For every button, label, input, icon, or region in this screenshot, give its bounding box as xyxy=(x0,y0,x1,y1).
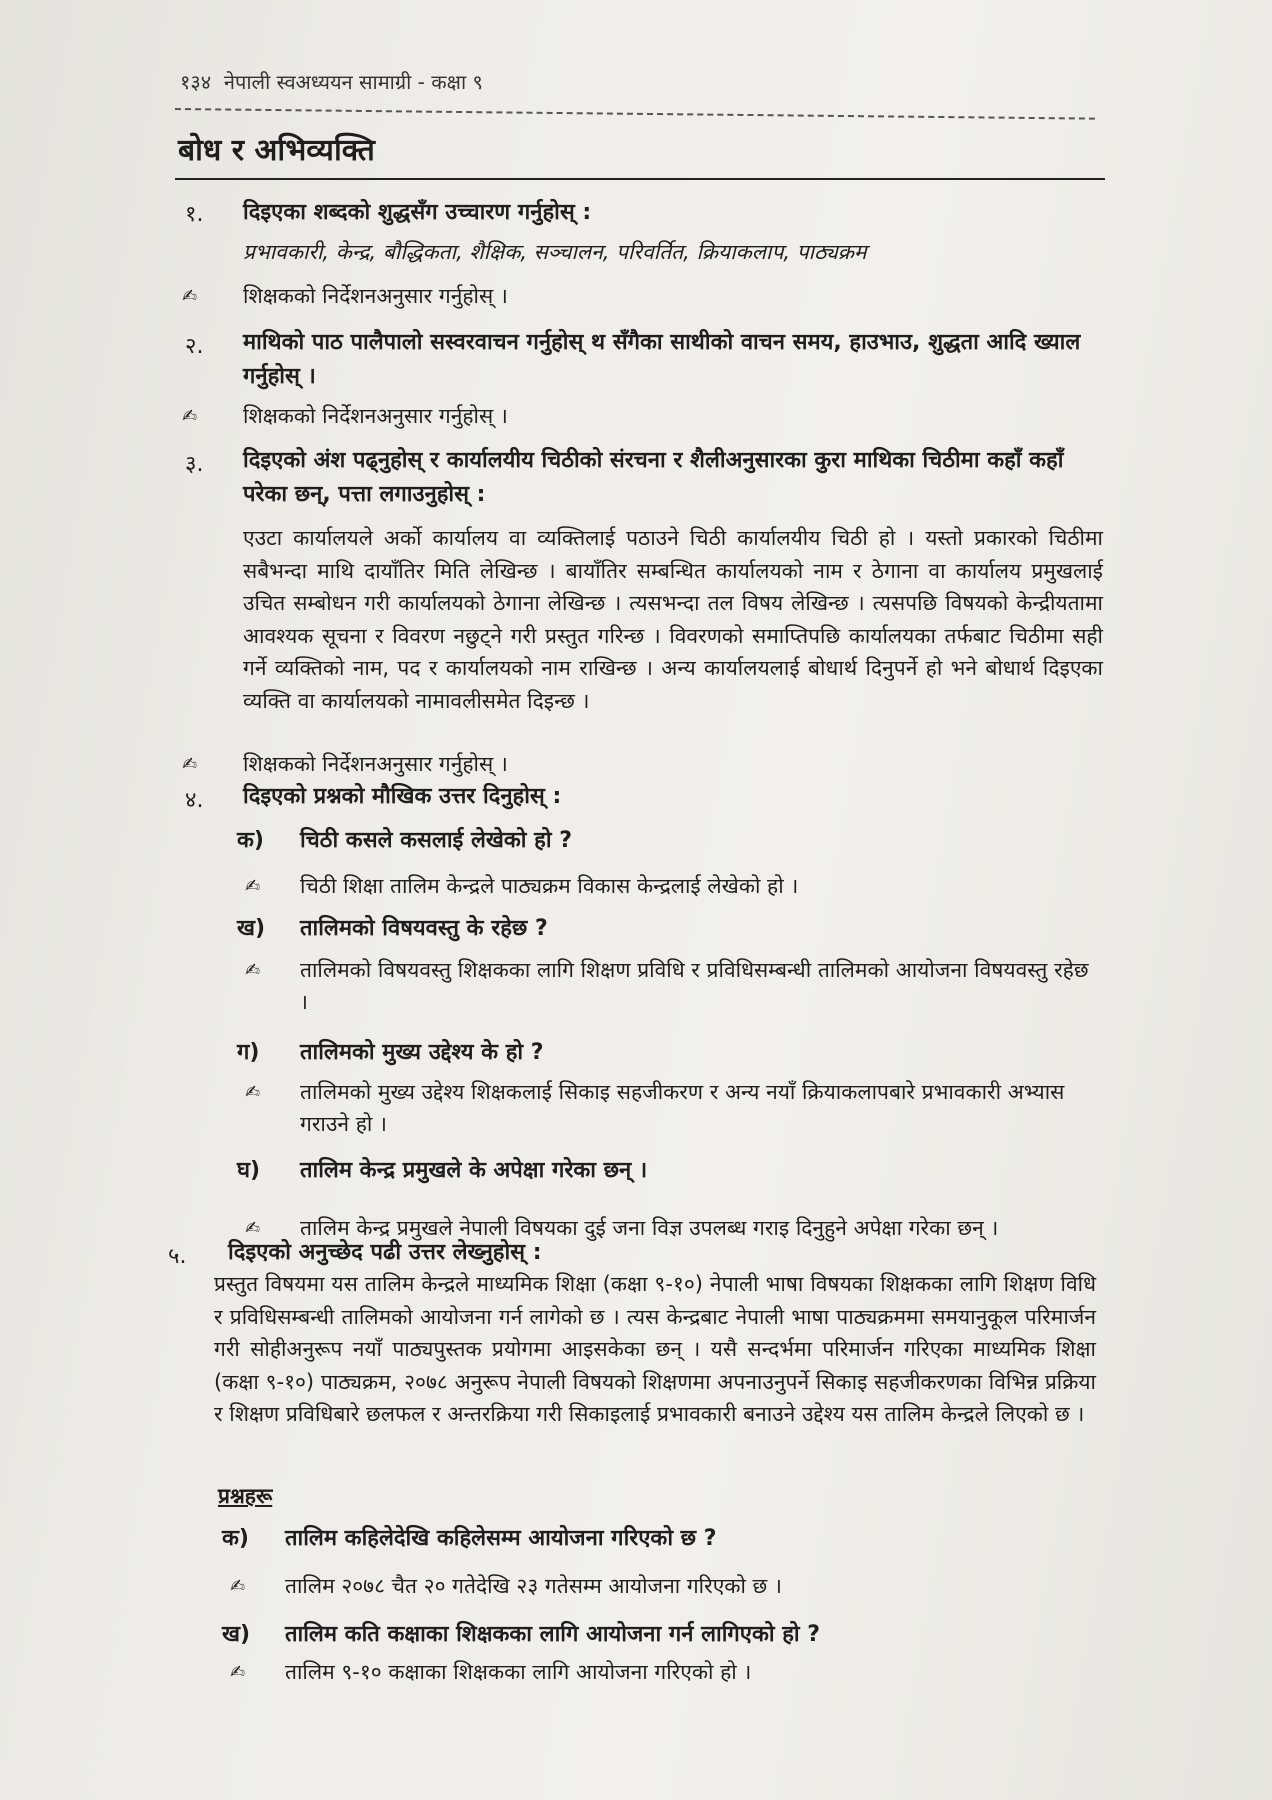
q2-answer: शिक्षकको निर्देशनअनुसार गर्नुहोस् । xyxy=(243,404,508,428)
q4-sub-question: चिठी कसले कसलाई लेखेको हो ? xyxy=(300,828,572,853)
section-rule xyxy=(175,178,1105,180)
q4-sub-question: तालिमको विषयवस्तु के रहेछ ? xyxy=(300,916,548,941)
q5-sub-label: ख) xyxy=(222,1622,251,1647)
pen-writing-icon: ✍ xyxy=(245,1218,261,1239)
q4-sub-answer: तालिमको मुख्य उद्देश्य शिक्षकलाई सिकाइ सहजीकरण र अन्य नयाँ क्रियाकलापबारे प्रभावकारी अभ्यास गराउने हो । xyxy=(300,1080,1065,1136)
q4-sub-answer: तालिमको विषयवस्तु शिक्षकका लागि शिक्षण प्रविधि र प्रविधिसम्बन्धी तालिमको आयोजना विषयवस्तु रहेछ । xyxy=(300,958,1089,1014)
book-title: नेपाली स्वअध्ययन सामाग्री - कक्षा ९ xyxy=(223,70,483,94)
q4-sub-question: तालिम केन्द्र प्रमुखले के अपेक्षा गरेका छन् । xyxy=(300,1158,648,1183)
q3-number: ३. xyxy=(185,452,204,477)
q2-text: माथिको पाठ पालैपालो सस्वरवाचन गर्नुहोस् थ सँगैका साथीको वाचन समय, हाउभाउ, शुद्धता आदि ख्याल गर्नुहोस् । xyxy=(243,330,1081,389)
q5-number: ५. xyxy=(168,1244,187,1269)
q5-passage: प्रस्तुत विषयमा यस तालिम केन्द्रले माध्यमिक शिक्षा (कक्षा ९-१०) नेपाली भाषा विषयका शिक्षकका लागि शिक्षण विधि र प्रविधिसम्बन्धी तालिमको आयोजना गर्न लागेको छ । त्यस केन्द्रबाट नेपाली भाषा पाठ्यक्रममा समयानुकूल परिमार्जन गरी सोहीअनुरूप नयाँ पाठ्यपुस्तक प्रयोगमा आइसकेका छन् । यसै सन्दर्भमा परिमार्जन गरिएका माध्यमिक शिक्षा (कक्षा ९-१०) पाठ्यक्रम, २०७८ अनुरूप नेपाली विषयको शिक्षणमा अपनाउनुपर्ने सिकाइ सहजीकरणका विभिन्न प्रक्रिया र शिक्षण प्रविधिबारे छलफल र अन्तरक्रिया गरी सिकाइलाई प्रभावकारी बनाउने उद्देश्य यस तालिम केन्द्रले लिएको छ । xyxy=(214,1272,1096,1426)
header-divider xyxy=(175,108,1095,120)
q4-sub-answer: चिठी शिक्षा तालिम केन्द्रले पाठ्यक्रम विकास केन्द्रलाई लेखेको हो । xyxy=(300,874,799,898)
q5-sub-question: तालिम कति कक्षाका शिक्षकका लागि आयोजना गर्न लागिएको हो ? xyxy=(285,1622,821,1647)
q3-passage: एउटा कार्यालयले अर्को कार्यालय वा व्यक्तिलाई पठाउने चिठी कार्यालयीय चिठी हो । यस्तो प्रकारको चिठीमा सबैभन्दा माथि दायाँतिर मिति लेखिन्छ । बायाँतिर सम्बन्धित कार्यालयको नाम र ठेगाना वा कार्यालय प्रमुखलाई उचित सम्बोधन गरी कार्यालयको ठेगाना लेखिन्छ । त्यसभन्दा तल विषय लेखिन्छ । त्यसपछि विषयको केन्द्रीयतामा आवश्यक सूचना र विवरण नछुट्ने गरी प्रस्तुत गरिन्छ । विवरणको समाप्तिपछि कार्यालयका तर्फबाट चिठीमा सही गर्ने व्यक्तिको नाम, पद र कार्यालयको नाम राखिन्छ । अन्य कार्यालयलाई बोधार्थ दिनुपर्ने हो भने बोधार्थ दिइएका व्यक्ति वा कार्यालयको नामावलीसमेत दिइन्छ । xyxy=(243,526,1103,713)
q5-sub-question: तालिम कहिलेदेखि कहिलेसम्म आयोजना गरिएको छ ? xyxy=(285,1526,717,1551)
pen-writing-icon: ✍ xyxy=(230,1576,246,1597)
section-title: बोध र अभिव्यक्ति xyxy=(178,133,375,168)
q5-text: दिइएको अनुच्छेद पढी उत्तर लेख्नुहोस् : xyxy=(228,1240,542,1265)
q4-sub-label: ग) xyxy=(237,1040,260,1065)
q4-sub-label: घ) xyxy=(237,1158,261,1183)
q1-number: १. xyxy=(185,202,204,227)
q4-sub-question: तालिमको मुख्य उद्देश्य के हो ? xyxy=(300,1040,544,1065)
q3-answer: शिक्षकको निर्देशनअनुसार गर्नुहोस् । xyxy=(243,752,508,776)
pen-writing-icon: ✍ xyxy=(245,876,261,897)
q5-sub-answer: तालिम ९-१० कक्षाका शिक्षकका लागि आयोजना गरिएको हो । xyxy=(285,1660,752,1684)
q1-text: दिइएका शब्दको शुद्धसँग उच्चारण गर्नुहोस् : xyxy=(243,200,592,225)
pen-writing-icon: ✍ xyxy=(230,1662,246,1683)
q4-sub-answer: तालिम केन्द्र प्रमुखले नेपाली विषयका दुई जना विज्ञ उपलब्ध गराइ दिनुहुने अपेक्षा गरेका छन् । xyxy=(300,1216,999,1240)
page-number: १३४ xyxy=(180,70,212,94)
q2-number: २. xyxy=(185,334,204,359)
running-header xyxy=(180,68,483,95)
pen-writing-icon: ✍ xyxy=(182,754,198,775)
q3-text: दिइएको अंश पढ्नुहोस् र कार्यालयीय चिठीको संरचना र शैलीअनुसारका कुरा माथिका चिठीमा कहाँ कहाँ परेका छन्, पत्ता लगाउनुहोस् : xyxy=(243,448,1064,507)
q1-words: प्रभावकारी, केन्द्र, बौद्धिकता, शैक्षिक, सञ्चालन, परिवर्तित, क्रियाकलाप, पाठ्यक्रम xyxy=(243,240,867,264)
q4-text: दिइएको प्रश्नको मौखिक उत्तर दिनुहोस् : xyxy=(243,784,562,809)
q5-sub-answer: तालिम २०७८ चैत २० गतेदेखि २३ गतेसम्म आयोजना गरिएको छ । xyxy=(285,1574,782,1598)
pen-writing-icon: ✍ xyxy=(245,1082,261,1103)
q1-answer: शिक्षकको निर्देशनअनुसार गर्नुहोस् । xyxy=(243,284,508,308)
pen-writing-icon: ✍ xyxy=(182,406,198,427)
q5-sub-label: क) xyxy=(222,1526,249,1551)
pen-writing-icon: ✍ xyxy=(182,286,198,307)
q4-sub-label: ख) xyxy=(237,916,266,941)
q4-number: ४. xyxy=(185,788,204,813)
q4-sub-label: क) xyxy=(237,828,264,853)
questions-heading: प्रश्नहरू xyxy=(218,1484,273,1508)
pen-writing-icon: ✍ xyxy=(245,960,261,981)
